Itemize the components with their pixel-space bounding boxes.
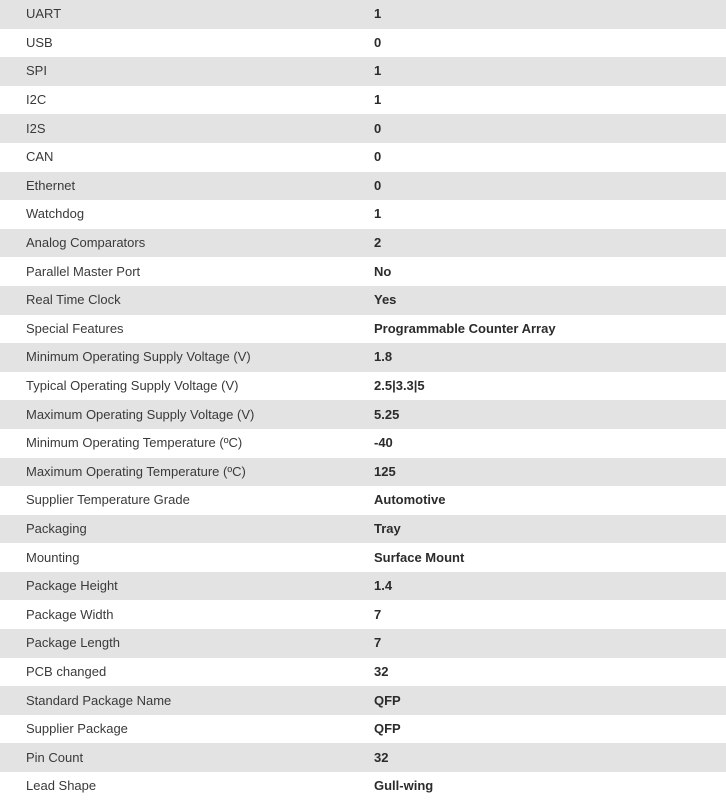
table-row <box>0 143 726 172</box>
spec-value: 1.4 <box>374 578 393 594</box>
table-row <box>0 0 726 29</box>
spec-value: 2 <box>374 235 382 251</box>
spec-value: QFP <box>374 692 401 708</box>
table-row <box>0 743 726 772</box>
spec-label: Maximum Operating Temperature (ºC) <box>26 463 246 479</box>
spec-label: CAN <box>26 149 54 165</box>
table-row <box>0 629 726 658</box>
spec-label: Package Length <box>26 635 120 651</box>
spec-label: UART <box>26 6 62 22</box>
spec-label: Watchdog <box>26 206 85 222</box>
spec-value: Yes <box>374 292 397 308</box>
spec-label: I2S <box>26 120 46 136</box>
spec-value: Automotive <box>374 492 446 508</box>
spec-label: Maximum Operating Supply Voltage (V) <box>26 406 255 422</box>
spec-label: Package Width <box>26 606 114 622</box>
spec-label: Parallel Master Port <box>26 263 141 279</box>
spec-value: 32 <box>374 663 389 679</box>
spec-value: 32 <box>374 749 389 765</box>
spec-value: 5.25 <box>374 406 400 422</box>
table-row <box>0 486 726 515</box>
table-row <box>0 515 726 544</box>
table-row <box>0 114 726 143</box>
spec-label: SPI <box>26 63 47 79</box>
spec-value: -40 <box>374 435 393 451</box>
spec-value: Surface Mount <box>374 549 465 565</box>
spec-value: 2.5|3.3|5 <box>374 378 425 394</box>
spec-value: Tray <box>374 520 401 536</box>
spec-label: Package Height <box>26 578 118 594</box>
spec-label: Minimum Operating Supply Voltage (V) <box>26 349 251 365</box>
spec-label: Ethernet <box>26 177 76 193</box>
spec-value: 7 <box>374 635 382 651</box>
table-row <box>0 572 726 601</box>
spec-value: No <box>374 263 392 279</box>
spec-label: Standard Package Name <box>26 692 172 708</box>
spec-label: Lead Shape <box>26 778 97 794</box>
table-row <box>0 429 726 458</box>
table-row <box>0 458 726 487</box>
spec-label: PCB changed <box>26 663 107 679</box>
spec-value: 1 <box>374 63 382 79</box>
table-row <box>0 343 726 372</box>
spec-label: USB <box>26 34 53 50</box>
table-row <box>0 600 726 629</box>
spec-label: Special Features <box>26 320 124 336</box>
table-row <box>0 29 726 58</box>
spec-label: Supplier Temperature Grade <box>26 492 190 508</box>
spec-label: Real Time Clock <box>26 292 121 308</box>
table-row <box>0 372 726 401</box>
spec-value: Gull-wing <box>374 778 434 794</box>
table-row <box>0 715 726 744</box>
spec-label: Pin Count <box>26 749 84 765</box>
spec-value: 1 <box>374 92 382 108</box>
spec-value: Programmable Counter Array <box>374 320 556 336</box>
table-row <box>0 400 726 429</box>
spec-value: 1.8 <box>374 349 393 365</box>
spec-label: Minimum Operating Temperature (ºC) <box>26 435 243 451</box>
spec-value: 0 <box>374 177 382 193</box>
table-row <box>0 286 726 315</box>
spec-value: 0 <box>374 149 382 165</box>
spec-value: 0 <box>374 120 382 136</box>
table-row <box>0 172 726 201</box>
table-row <box>0 57 726 86</box>
table-row <box>0 86 726 115</box>
table-row <box>0 686 726 715</box>
table-row <box>0 229 726 258</box>
spec-value: 125 <box>374 463 396 479</box>
table-row <box>0 315 726 344</box>
spec-value: QFP <box>374 721 401 737</box>
spec-label: Packaging <box>26 520 87 536</box>
table-row <box>0 658 726 687</box>
spec-label: Mounting <box>26 549 80 565</box>
spec-label: I2C <box>26 92 47 108</box>
spec-value: 1 <box>374 6 382 22</box>
spec-label: Supplier Package <box>26 721 128 737</box>
spec-value: 7 <box>374 606 382 622</box>
table-row <box>0 257 726 286</box>
spec-value: 1 <box>374 206 382 222</box>
spec-value: 0 <box>374 34 382 50</box>
spec-label: Typical Operating Supply Voltage (V) <box>26 378 239 394</box>
table-row <box>0 543 726 572</box>
spec-label: Analog Comparators <box>26 235 146 251</box>
table-row <box>0 772 726 801</box>
table-row <box>0 200 726 229</box>
